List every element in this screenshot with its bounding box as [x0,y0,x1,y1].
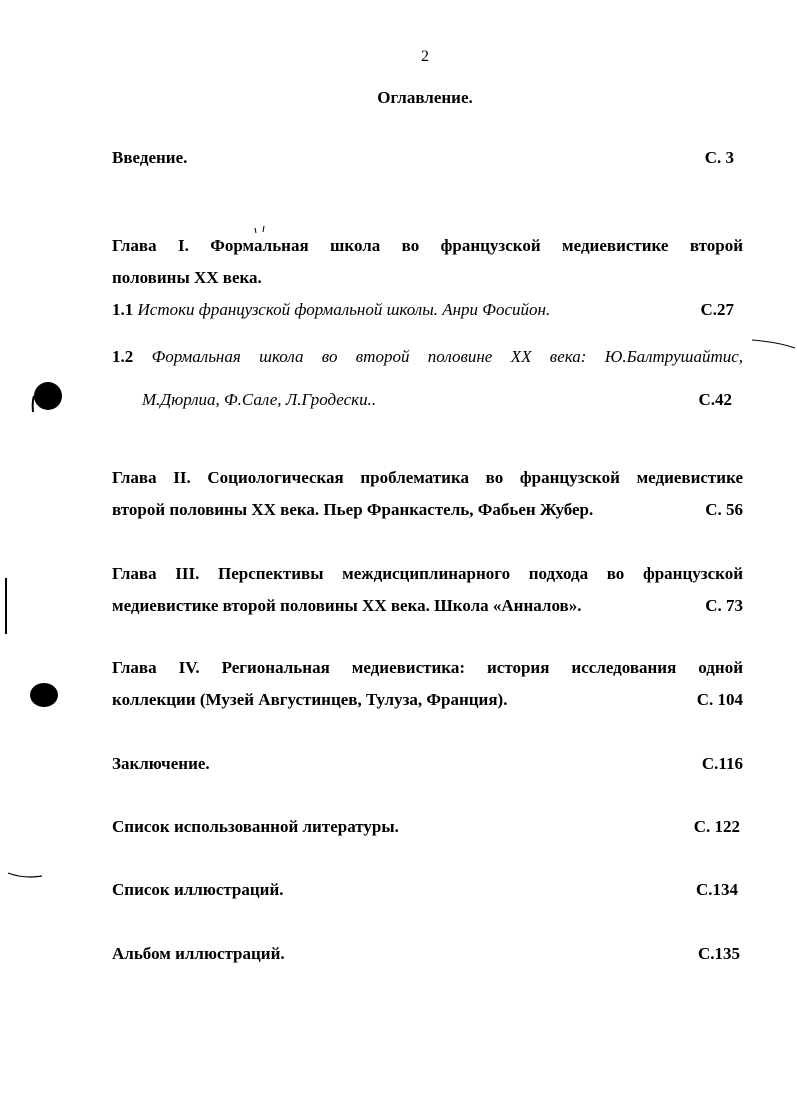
entry-page: С. 73 [705,596,743,615]
entry-label: Список использованной литературы. [112,817,399,836]
page-number: 2 [421,48,429,65]
entry-page: С. 104 [696,690,743,709]
chapter-heading-line: Глава I. Формальная школа во французской медиевистике второй [112,236,743,255]
scan-stroke-mark [8,873,42,877]
page-title: Оглавление. [377,88,473,107]
subentry-number: 1.1 [112,300,134,319]
entry-label: медиевистике второй половины XX века. Школа «Анналов». [112,596,582,615]
chapter-heading-line: половины XX века. [112,268,262,287]
entry-page: С. 56 [705,500,743,519]
entry-page: С. 122 [693,817,740,836]
subentry-text: Истоки французской формальной школы. Анри Фосийон. [137,300,551,319]
subentry-text: Формальная школа во второй половине XX века: Ю.Балтрушайтис, [151,347,744,366]
hole-punch-mark [30,683,58,707]
subentry-number: 1.2 [112,347,134,366]
entry-label: Альбом иллюстраций. [112,944,285,963]
entry-page: С.27 [700,300,734,319]
scan-speck [255,226,264,233]
entry-page: С.134 [695,880,738,899]
subentry-text: М.Дюрлиа, Ф.Сале, Л.Гродески.. [142,390,377,409]
chapter-heading-line: Глава III. Перспективы междисциплинарного подхода во французской [112,564,743,583]
entry-label: Заключение. [112,754,210,773]
entry-page: С.116 [701,754,743,773]
scan-stroke-mark [752,340,795,348]
chapter-heading-line: Глава IV. Региональная медиевистика: история исследования одной [112,658,743,677]
entry-page: С.135 [697,944,740,963]
hole-punch-mark [34,382,62,410]
entry-page: С. 3 [704,148,734,167]
entry-label: Введение. [112,148,188,167]
chapter-heading-line: Глава II. Социологическая проблематика во французской медиевистике [112,468,743,487]
entry-label: коллекции (Музей Августинцев, Тулуза, Франция). [112,690,508,709]
entry-page: С.42 [698,390,732,409]
hole-punch-tail [33,396,34,412]
entry-label: Список иллюстраций. [112,880,284,899]
entry-label: второй половины XX века. Пьер Франкастель, Фабьен Жубер. [112,500,594,519]
